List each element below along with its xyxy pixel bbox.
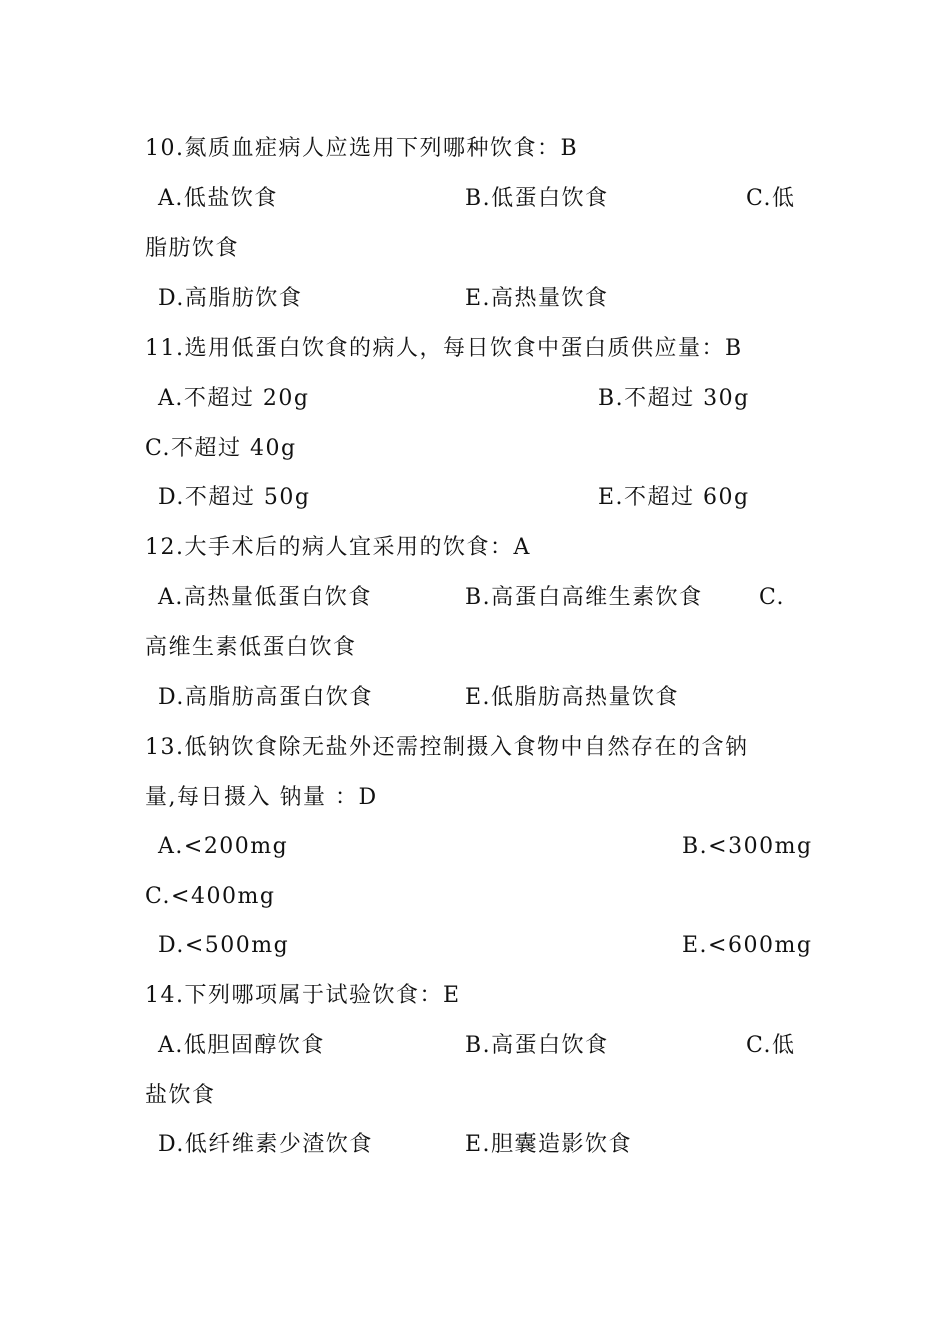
question-13-option-a: A.<200mg [158,834,289,859]
question-12-option-c-head: C. [759,585,786,610]
question-14-option-e: E.胆囊造影饮食 [465,1132,633,1157]
question-12-stem: 12.大手术后的病人宜采用的饮食：A [145,535,531,560]
question-10-option-e: E.高热量饮食 [465,286,609,311]
question-10-option-d: D.高脂肪饮食 [158,286,303,311]
question-11-option-d: D.不超过 50g [158,485,311,510]
question-14-option-c-tail: 盐饮食 [145,1083,216,1108]
question-14-option-c-head: C.低 [746,1033,796,1058]
question-11-option-e: E.不超过 60g [598,485,750,510]
question-10-option-c-tail: 脂肪饮食 [145,236,240,261]
question-10-option-a: A.低盐饮食 [158,186,278,211]
question-12-option-c-tail: 高维生素低蛋白饮食 [145,635,357,660]
question-12-option-b: B.高蛋白高维生素饮食 [465,585,703,610]
question-14-option-d: D.低纤维素少渣饮食 [158,1132,373,1157]
question-13-option-d: D.<500mg [158,933,290,958]
question-13-option-e: E.<600mg [682,933,813,958]
question-11-option-c: C.不超过 40g [145,436,297,461]
question-13-option-c: C.<400mg [145,884,276,909]
question-11-option-b: B.不超过 30g [598,386,750,411]
question-14-option-a: A.低胆固醇饮食 [158,1033,325,1058]
question-11-stem: 11.选用低蛋白饮食的病人，每日饮食中蛋白质供应量：B [145,336,743,361]
question-11-option-a: A.不超过 20g [158,386,310,411]
question-10-stem: 10.氮质血症病人应选用下列哪种饮食：B [145,136,579,161]
question-12-option-a: A.高热量低蛋白饮食 [158,585,372,610]
question-13-option-b: B.<300mg [682,834,813,859]
question-10-option-b: B.低蛋白饮食 [465,186,609,211]
question-10-option-c-head: C.低 [746,186,796,211]
question-13-stem-line-2: 量,每日摄入 钠量 ：D [145,785,378,810]
question-12-option-d: D.高脂肪高蛋白饮食 [158,685,373,710]
question-14-stem: 14.下列哪项属于试验饮食：E [145,983,461,1008]
question-12-option-e: E.低脂肪高热量饮食 [465,685,680,710]
question-14-option-b: B.高蛋白饮食 [465,1033,609,1058]
question-13-stem-line-1: 13.低钠饮食除无盐外还需控制摄入食物中自然存在的含钠 [145,735,749,760]
